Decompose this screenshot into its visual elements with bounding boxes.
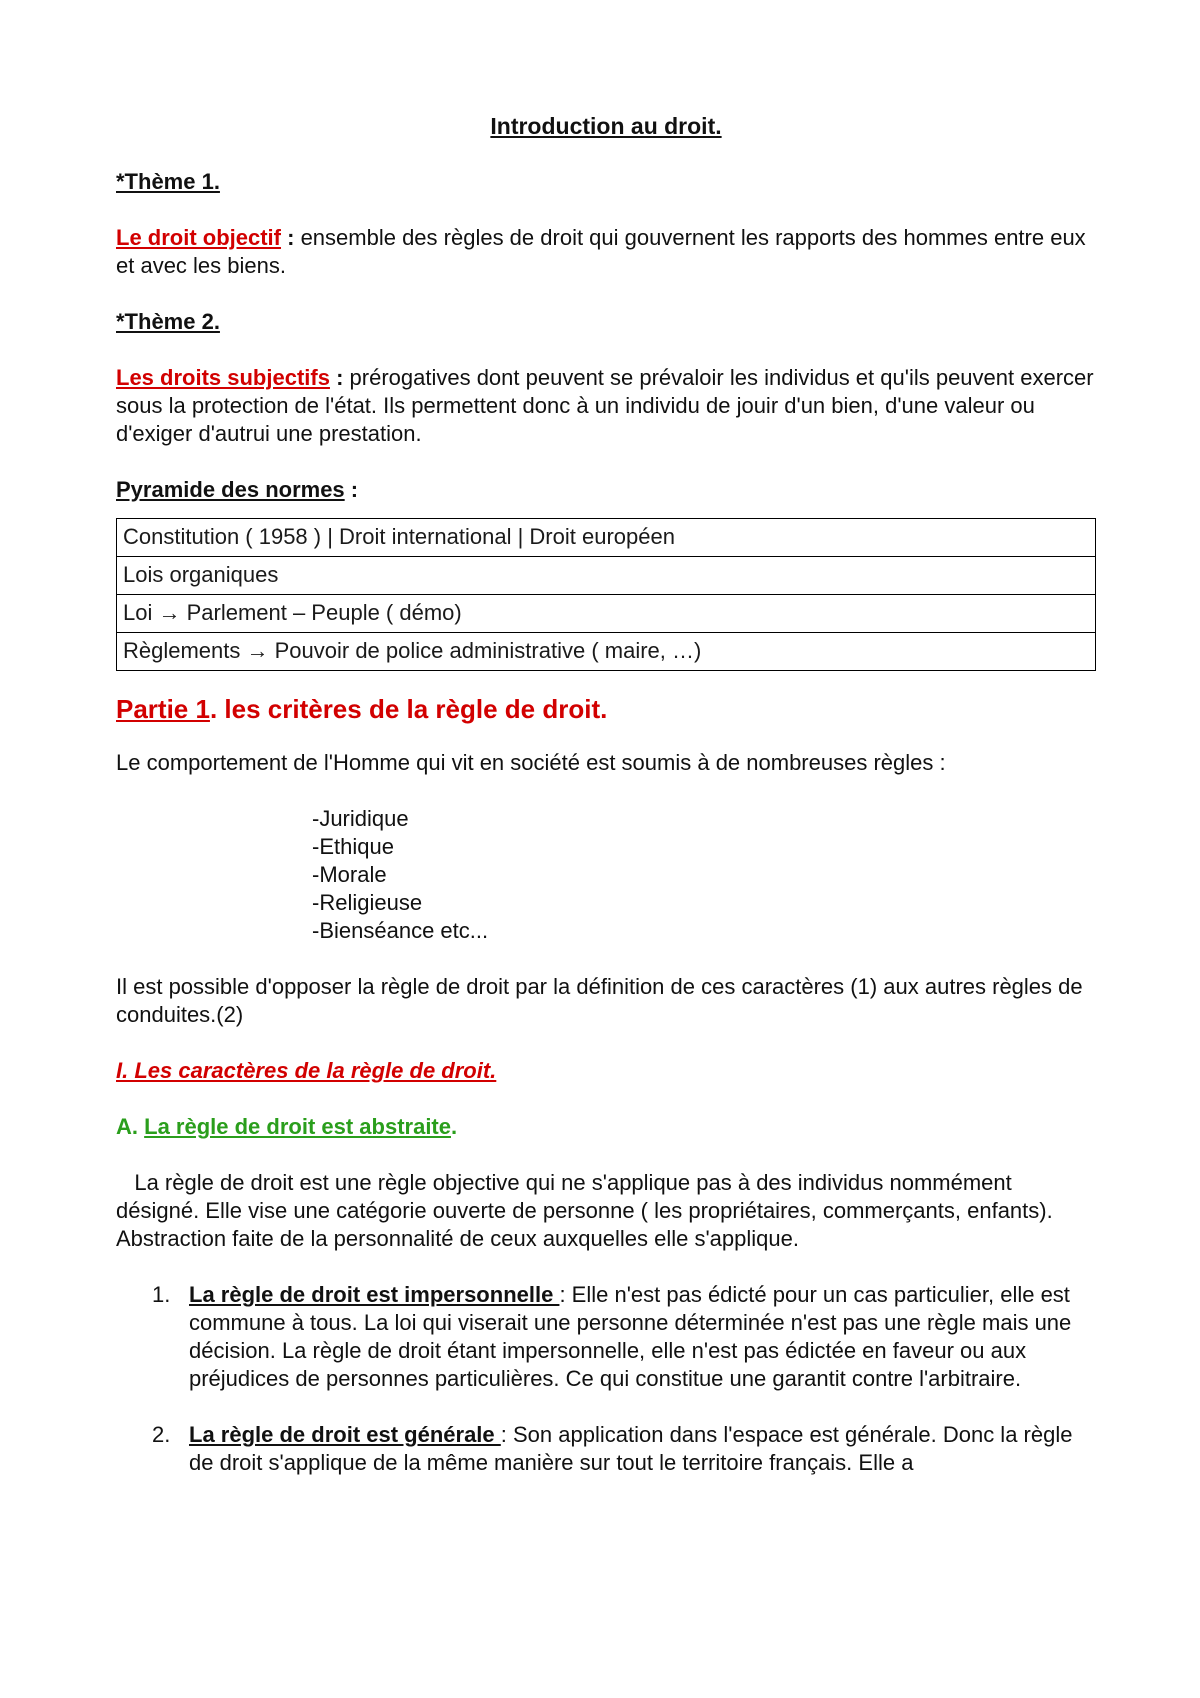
item-text: : Elle n'est pas édicté pour un cas particulier, elle est commune à tous. La loi qui viserait une personne déterminée n'est pas une règle mais une décision. La règle de droit étant impersonnelle, elle n'est pas édictée en faveur ou aux préjudices de personnes particulières. Ce qui constitue une garantit contre l'arbitraire. bbox=[189, 1282, 1072, 1391]
theme1-term: Le droit objectif bbox=[116, 225, 281, 250]
partie1-text: . les critères de la règle de droit. bbox=[209, 694, 608, 724]
theme1-heading: *Thème 1. bbox=[116, 169, 220, 194]
section-a-label: La règle de droit est abstraite bbox=[144, 1114, 451, 1139]
list-item: -Religieuse bbox=[312, 890, 423, 915]
caracteres-list bbox=[116, 1281, 1096, 1477]
theme2-term: Les droits subjectifs bbox=[116, 365, 330, 390]
list-item: -Bienséance etc... bbox=[312, 918, 489, 943]
section-i-heading: I. Les caractères de la règle de droit. bbox=[116, 1058, 497, 1083]
oppose-paragraph: Il est possible d'opposer la règle de droit par la définition de ces caractères (1) aux autres règles de conduites.(2) bbox=[116, 974, 1083, 1027]
table-row bbox=[117, 633, 1096, 671]
theme1-colon: : bbox=[281, 225, 295, 250]
document-page bbox=[116, 112, 1096, 1477]
table-cell: Loi → Parlement – Peuple ( démo) bbox=[117, 595, 1096, 633]
intro-paragraph: Le comportement de l'Homme qui vit en société est soumis à de nombreuses règles : bbox=[116, 750, 946, 775]
item-label: La règle de droit est impersonnelle bbox=[189, 1282, 560, 1307]
item-label: La règle de droit est générale bbox=[189, 1422, 501, 1447]
list-item: -Ethique bbox=[312, 834, 394, 859]
pyramide-label: Pyramide des normes bbox=[116, 477, 345, 502]
pyramide-heading bbox=[116, 476, 1096, 504]
list-item: -Juridique bbox=[312, 806, 409, 831]
theme2-text: prérogatives dont peuvent se prévaloir les individus et qu'ils peuvent exercer sous la protection de l'état. Ils permettent donc à un individu de jouir d'un bien, d'une valeur ou d'exiger d'autrui une prestation. bbox=[116, 365, 1094, 446]
theme1-text: ensemble des règles de droit qui gouvernent les rapports des hommes entre eux et avec les biens. bbox=[116, 225, 1086, 278]
regles-list bbox=[312, 805, 1200, 945]
table-row bbox=[117, 595, 1096, 633]
table-row bbox=[117, 557, 1096, 595]
item-text: : Son application dans l'espace est générale. Donc la règle de droit s'applique de la même manière sur tout le territoire français. Elle a bbox=[189, 1422, 1073, 1475]
section-a-prefix: A. bbox=[116, 1114, 145, 1139]
list-item: -Morale bbox=[312, 862, 387, 887]
pyramide-colon: : bbox=[344, 477, 359, 502]
partie1-label: Partie 1 bbox=[116, 694, 210, 724]
section-a-heading bbox=[116, 1113, 1096, 1141]
table-cell: Constitution ( 1958 ) | Droit international | Droit européen bbox=[117, 519, 1096, 557]
list-item bbox=[116, 1421, 1096, 1477]
section-a-suffix: . bbox=[451, 1114, 458, 1139]
partie1-heading bbox=[116, 693, 1096, 725]
item-number: 2. bbox=[152, 1422, 171, 1447]
list-item bbox=[116, 1281, 1096, 1393]
item-number: 1. bbox=[152, 1282, 171, 1307]
table-row bbox=[117, 519, 1096, 557]
theme2-colon: : bbox=[329, 365, 344, 390]
theme1-paragraph bbox=[116, 224, 1096, 280]
table-cell: Lois organiques bbox=[117, 557, 1096, 595]
document-title: Introduction au droit. bbox=[490, 113, 722, 139]
theme2-paragraph bbox=[116, 364, 1096, 448]
theme2-heading: *Thème 2. bbox=[116, 309, 220, 334]
table-cell: Règlements → Pouvoir de police administrative ( maire, …) bbox=[117, 633, 1096, 671]
pyramide-table bbox=[116, 518, 1096, 671]
abstraite-paragraph: La règle de droit est une règle objective qui ne s'applique pas à des individus nommément désigné. Elle vise une catégorie ouverte de personne ( les propriétaires, commerçants, enfants). Abstraction faite de la personnalité de ceux auxquelles elle s'applique. bbox=[116, 1170, 1058, 1251]
